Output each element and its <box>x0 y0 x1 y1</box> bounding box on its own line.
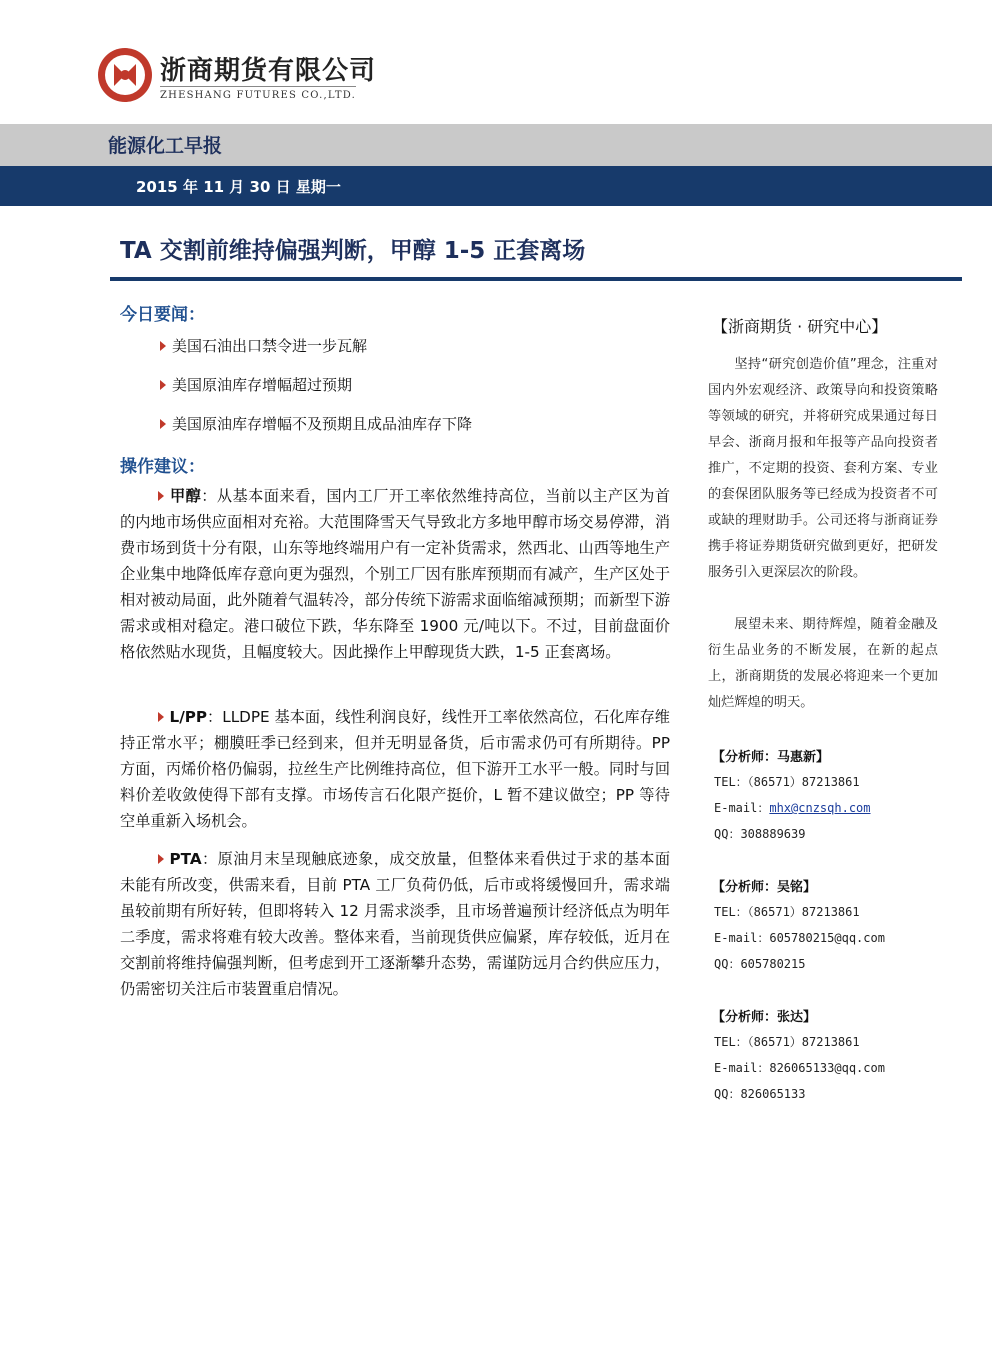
news-item <box>160 413 472 434</box>
company-name-cn: 浙商期货有限公司 <box>160 56 377 86</box>
advice-label: L/PP <box>169 708 208 726</box>
analyst-tel: TEL：（86571）87213861 <box>714 905 860 919</box>
advice-text: ：原油月末呈现触底迹象，成交放量，但整体来看供过于求的基本面未能有所改变，供需来看，目前 PTA 工厂负荷仍低，后市或将缓慢回升，需求端虽较前期有所好转，但即将转入 12 月需求淡季，且市场普遍预计经济低点为明年二季度，需求将难有较大改善。整体来看，当前现货供应偏紧，库存较低，近月在交割前将维持偏强判断，但考虑到开工逐渐攀升态势，需谨防远月合约供应压力，仍需密切关注后市装置重启情况。 <box>120 850 670 998</box>
research-center-title: 【浙商期货 · 研究中心】 <box>712 317 888 336</box>
analyst-qq: QQ：826065133 <box>714 1087 806 1101</box>
bullet-arrow-icon <box>160 380 166 390</box>
advice-label: 甲醇 <box>169 487 202 505</box>
advice-heading: 操作建议： <box>120 457 205 477</box>
company-logo-icon <box>96 46 154 104</box>
headline: TA 交割前维持偏强判断，甲醇 1-5 正套离场 <box>120 238 586 264</box>
analyst-qq: QQ：605780215 <box>714 957 806 971</box>
analyst-qq: QQ：308889639 <box>714 827 806 841</box>
news-item-text: 美国石油出口禁令进一步瓦解 <box>172 337 368 355</box>
headline-divider <box>110 277 962 281</box>
analyst-title: 【分析师：吴铭】 <box>712 880 817 895</box>
company-logo <box>96 46 386 108</box>
news-item <box>160 335 367 356</box>
bullet-arrow-icon <box>160 341 166 351</box>
analyst-title: 【分析师：张达】 <box>712 1010 817 1025</box>
research-center-outlook: 展望未来、期待辉煌，随着金融及衍生品业务的不断发展，在新的起点上，浙商期货的发展必将迎来一个更加灿烂辉煌的明天。 <box>708 617 938 710</box>
analyst-email-text: 605780215@qq.com <box>769 931 885 945</box>
advice-label: PTA <box>169 850 202 868</box>
analyst-email <box>714 1059 885 1076</box>
news-heading: 今日要闻： <box>120 305 205 325</box>
analyst-tel: TEL：（86571）87213861 <box>714 1035 860 1049</box>
bullet-arrow-icon <box>158 712 164 722</box>
report-date: 2015 年 11 月 30 日 星期一 <box>136 178 341 196</box>
news-item-text: 美国原油库存增幅不及预期且成品油库存下降 <box>172 415 473 433</box>
analyst-email-link[interactable]: mhx@cnzsqh.com <box>769 801 871 815</box>
news-item <box>160 374 352 395</box>
bullet-arrow-icon <box>158 491 164 501</box>
advice-text: ：从基本面来看，国内工厂开工率依然维持高位，当前以主产区为首的内地市场供应面相对充裕。大范围降雪天气导致北方多地甲醇市场交易停滞，消费市场到货十分有限，山东等地终端用户有一定补货需求，然西北、山西等地生产企业集中地降低库存意向更为强烈，个别工厂因有胀库预期而有减产，生产区处于相对被动局面，此外随着气温转冷，部分传统下游需求面临缩减预期；而新型下游需求或相对稳定。港口破位下跌，华东降至 1900 元/吨以下。不过，目前盘面价格依然贴水现货，且幅度较大。因此操作上甲醇现货大跌，1-5 正套离场。 <box>120 487 671 661</box>
advice-lpp <box>120 704 670 834</box>
advice-text: ：LLDPE 基本面，线性利润良好，线性开工率依然高位，石化库存维持正常水平；棚膜旺季已经到来，但并无明显备货，后市需求仍可有所期待。PP 方面，丙烯价格仍偏弱，拉丝生产比例维持高位，但下游开工水平一般。同时与回料价差收敛使得下部有支撑。市场传言石化限产挺价，L 暂不建议做空；PP 等待空单重新入场机会。 <box>120 708 670 830</box>
email-label: E-mail： <box>714 1061 770 1075</box>
bullet-arrow-icon <box>158 854 164 864</box>
company-name-en: ZHESHANG FUTURES CO.,LTD. <box>160 86 356 101</box>
analyst-title: 【分析师：马惠新】 <box>712 750 830 765</box>
analyst-email <box>714 929 885 946</box>
news-item-text: 美国原油库存增幅超过预期 <box>172 376 353 394</box>
bullet-arrow-icon <box>160 419 166 429</box>
email-label: E-mail： <box>714 931 770 945</box>
analyst-email <box>714 799 871 816</box>
report-type: 能源化工早报 <box>108 135 223 157</box>
research-center-intro: 坚持“研究创造价值”理念，注重对国内外宏观经济、政策导向和投资策略等领域的研究，并将研究成果通过每日早会、浙商月报和年报等产品向投资者推广，不定期的投资、套利方案、专业的套保团队服务等已经成为投资者不可或缺的理财助手。公司还将与浙商证券携手将证券期货研究做到更好，把研发服务引入更深层次的阶段。 <box>708 357 938 580</box>
analyst-tel: TEL：（86571）87213861 <box>714 775 860 789</box>
email-label: E-mail： <box>714 801 770 815</box>
analyst-email-text: 826065133@qq.com <box>769 1061 885 1075</box>
advice-methanol <box>120 483 670 665</box>
advice-pta <box>120 846 670 1002</box>
